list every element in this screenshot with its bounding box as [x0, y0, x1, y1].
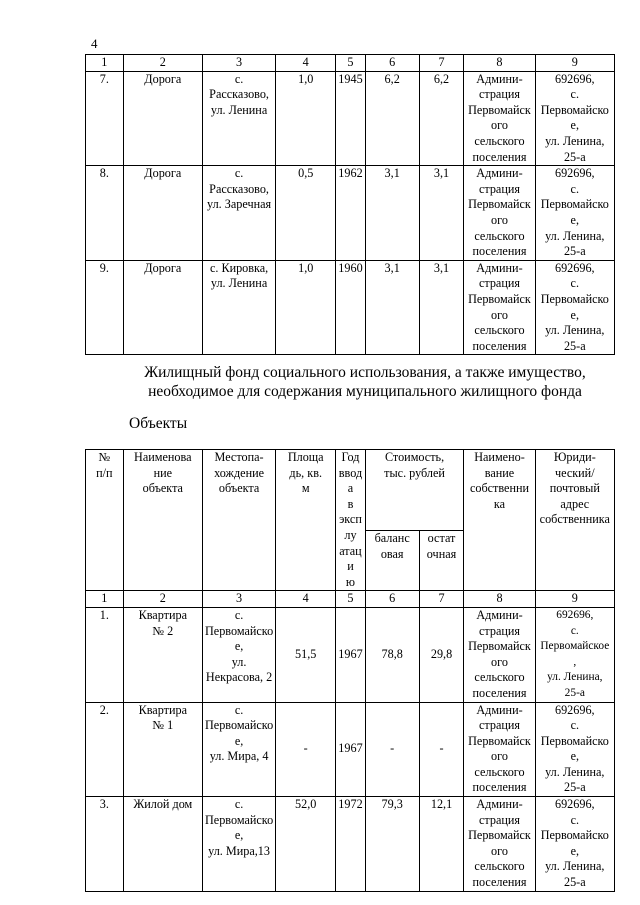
column-number: 6 [365, 55, 419, 72]
cell-area: 52,0 [276, 797, 336, 892]
cell-residual: 3,1 [419, 260, 464, 355]
column-number: 4 [276, 55, 336, 72]
cell-owner: Админи- страция Первомайск ого сельского поселения [464, 260, 535, 355]
column-number: 5 [336, 591, 366, 608]
header-year: Год ввода в эксплу атаци ю [336, 450, 366, 591]
column-number: 8 [464, 591, 535, 608]
column-number: 7 [419, 55, 464, 72]
cell-owner: Админи- страция Первомайск ого сельского поселения [464, 71, 535, 166]
column-number: 2 [123, 591, 202, 608]
section-subtitle: Объекты [129, 415, 188, 432]
table-header-row [86, 450, 615, 531]
table-row [86, 702, 615, 797]
cell-name: Квартира № 2 [123, 607, 202, 702]
page-number: 4 [91, 36, 98, 51]
cell-location: с. Рассказово, ул. Ленина [202, 71, 275, 166]
column-number: 9 [535, 55, 614, 72]
cell-no: 2. [86, 702, 124, 797]
cell-location: с. Первомайско е, ул. Мира,13 [202, 797, 275, 892]
header-residual: остат очная [419, 531, 464, 591]
cell-residual: 3,1 [419, 166, 464, 261]
column-number: 7 [419, 591, 464, 608]
cell-area: 1,0 [276, 260, 336, 355]
cell-address: 692696, с. Первомайско е, ул. Ленина, 25-а [535, 260, 614, 355]
cell-name: Дорога [123, 71, 202, 166]
cell-balance: - [365, 702, 419, 797]
header-location: Местопа- хождение объекта [202, 450, 275, 591]
cell-address: 692696, с. Первомайское , ул. Ленина, 25-а [535, 607, 614, 702]
header-owner: Наимено- вание собственни ка [464, 450, 535, 591]
cell-owner: Админи- страция Первомайск ого сельского поселения [464, 166, 535, 261]
cell-no: 9. [86, 260, 124, 355]
cell-name: Дорога [123, 260, 202, 355]
cell-name: Квартира № 1 [123, 702, 202, 797]
column-number: 3 [202, 55, 275, 72]
column-number-row [86, 55, 615, 72]
cell-balance: 6,2 [365, 71, 419, 166]
cell-year: 1972 [336, 797, 366, 892]
column-number-row [86, 591, 615, 608]
cell-area: 0,5 [276, 166, 336, 261]
cell-location: с. Кировка, ул. Ленина [202, 260, 275, 355]
header-balance: баланс овая [365, 531, 419, 591]
header-no: № п/п [86, 450, 124, 591]
cell-owner: Админи- страция Первомайск ого сельского поселения [464, 607, 535, 702]
cell-owner: Админи- страция Первомайск ого сельского поселения [464, 797, 535, 892]
cell-no: 1. [86, 607, 124, 702]
cell-location: с. Первомайско е, ул. Некрасова, 2 [202, 607, 275, 702]
column-number: 4 [276, 591, 336, 608]
cell-balance: 3,1 [365, 166, 419, 261]
cell-address: 692696, с. Первомайско е, ул. Ленина, 25-а [535, 797, 614, 892]
cell-no: 3. [86, 797, 124, 892]
table-row [86, 166, 615, 261]
header-area: Площа дь, кв. м [276, 450, 336, 591]
table-row [86, 260, 615, 355]
table-row [86, 797, 615, 892]
cell-area: - [276, 702, 336, 797]
header-cost: Стоимость, тыс. рублей [365, 450, 464, 531]
column-number: 3 [202, 591, 275, 608]
cell-name: Дорога [123, 166, 202, 261]
table-row [86, 71, 615, 166]
cell-residual: 12,1 [419, 797, 464, 892]
cell-owner: Админи- страция Первомайск ого сельского поселения [464, 702, 535, 797]
cell-address: 692696, с. Первомайско е, ул. Ленина, 25-а [535, 71, 614, 166]
cell-area: 51,5 [276, 607, 336, 702]
cell-balance: 3,1 [365, 260, 419, 355]
column-number: 1 [86, 55, 124, 72]
column-number: 8 [464, 55, 535, 72]
column-number: 6 [365, 591, 419, 608]
cell-no: 8. [86, 166, 124, 261]
cell-balance: 79,3 [365, 797, 419, 892]
cell-no: 7. [86, 71, 124, 166]
cell-residual: 29,8 [419, 607, 464, 702]
cell-year: 1960 [336, 260, 366, 355]
header-address: Юриди- ческий/ почтовый адрес собственника [535, 450, 614, 591]
cell-name: Жилой дом [123, 797, 202, 892]
header-name: Наименова ние объекта [123, 450, 202, 591]
cell-residual: - [419, 702, 464, 797]
column-number: 1 [86, 591, 124, 608]
cell-location: с. Рассказово, ул. Заречная [202, 166, 275, 261]
column-number: 5 [336, 55, 366, 72]
cell-year: 1967 [336, 607, 366, 702]
cell-residual: 6,2 [419, 71, 464, 166]
cell-address: 692696, с. Первомайско е, ул. Ленина, 25-а [535, 166, 614, 261]
cell-address: 692696, с. Первомайско е, ул. Ленина, 25-а [535, 702, 614, 797]
roads-table [85, 54, 615, 355]
cell-area: 1,0 [276, 71, 336, 166]
cell-location: с. Первомайско е, ул. Мира, 4 [202, 702, 275, 797]
column-number: 9 [535, 591, 614, 608]
cell-year: 1967 [336, 702, 366, 797]
column-number: 2 [123, 55, 202, 72]
cell-balance: 78,8 [365, 607, 419, 702]
cell-year: 1945 [336, 71, 366, 166]
housing-objects-table [85, 449, 615, 892]
cell-year: 1962 [336, 166, 366, 261]
section-title: Жилищный фонд социального использования, а также имущество, необходимое для содержания муниципального жилищного фонда [144, 364, 586, 400]
table-row [86, 607, 615, 702]
